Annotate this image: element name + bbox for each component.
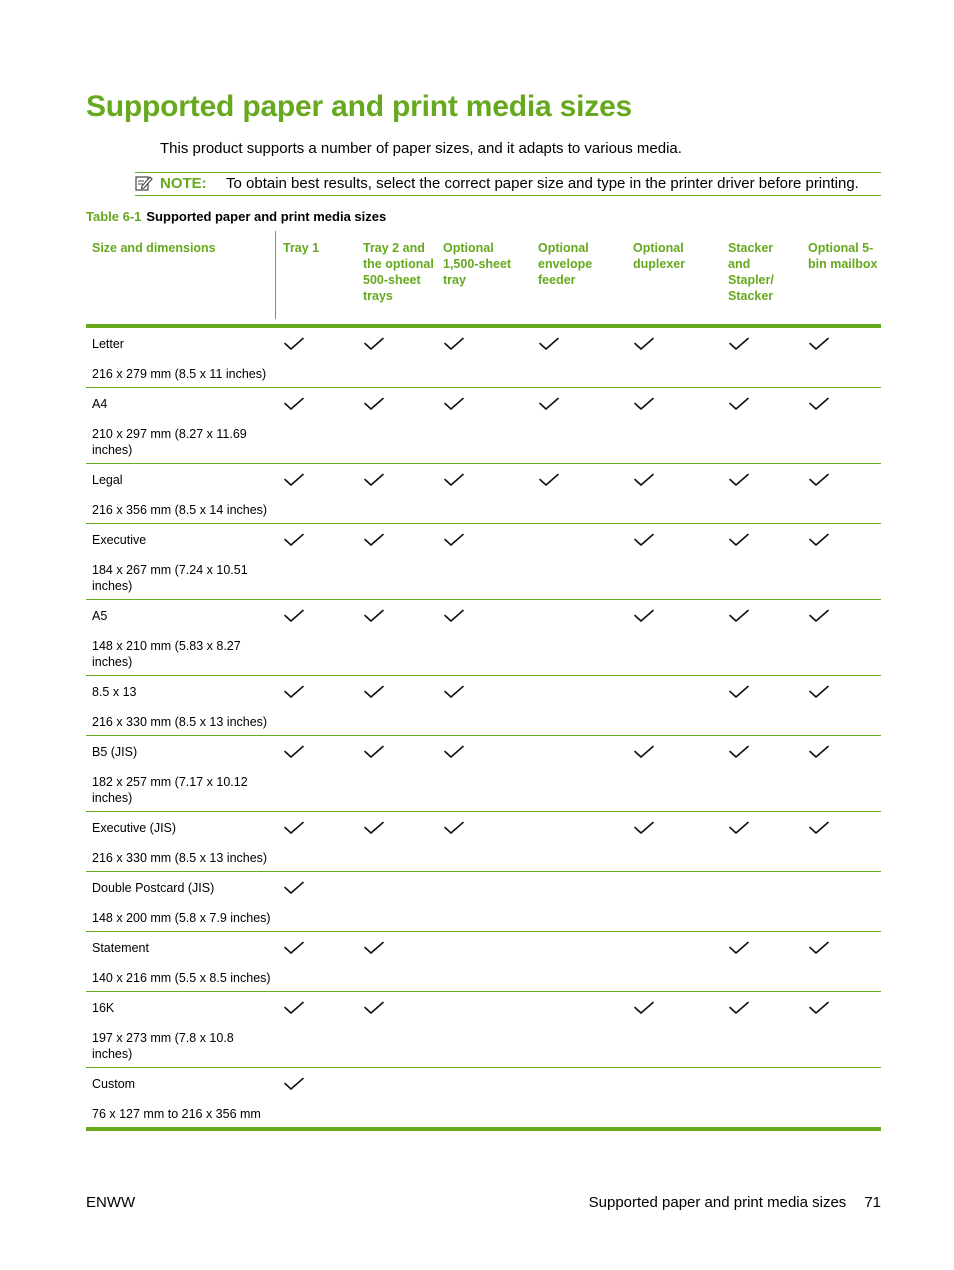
- checkmark-icon: [634, 397, 654, 411]
- checkmark-icon: [444, 821, 464, 835]
- checkmark-icon: [729, 1001, 749, 1015]
- table-row: [86, 872, 881, 932]
- checkmark-icon: [634, 745, 654, 759]
- checkmark-icon: [809, 609, 829, 623]
- paper-size-name: B5 (JIS): [92, 745, 138, 759]
- checkmark-icon: [729, 397, 749, 411]
- footer-title: Supported paper and print media sizes: [588, 1194, 847, 1211]
- checkmark-icon: [809, 337, 829, 351]
- checkmark-icon: [809, 685, 829, 699]
- checkmark-icon: [284, 1001, 304, 1015]
- checkmark-icon: [809, 533, 829, 547]
- checkmark-icon: [444, 533, 464, 547]
- checkmark-icon: [284, 881, 304, 895]
- paper-size-name: Executive (JIS): [92, 821, 177, 835]
- checkmark-icon: [809, 821, 829, 835]
- note-box: [135, 172, 881, 196]
- paper-size-dimensions: 197 x 273 mm (7.8 x 10.8 inches): [92, 1031, 234, 1061]
- table-row: [86, 464, 881, 524]
- table-header: [86, 231, 881, 328]
- checkmark-icon: [729, 533, 749, 547]
- column-header-envelope-feeder: Optional envelope feeder: [538, 241, 593, 287]
- table-row: [86, 1068, 881, 1131]
- paper-size-name: Executive: [92, 533, 147, 547]
- checkmark-icon: [364, 397, 384, 411]
- table-row: [86, 388, 881, 464]
- table-row: [86, 524, 881, 600]
- footer-left: ENWW: [86, 1194, 136, 1211]
- checkmark-icon: [634, 473, 654, 487]
- checkmark-icon: [634, 533, 654, 547]
- checkmark-icon: [284, 685, 304, 699]
- checkmark-icon: [284, 609, 304, 623]
- checkmark-icon: [729, 821, 749, 835]
- table-row: [86, 600, 881, 676]
- paper-size-name: Statement: [92, 941, 149, 955]
- checkmark-icon: [364, 473, 384, 487]
- checkmark-icon: [444, 745, 464, 759]
- note-label: NOTE:: [160, 175, 207, 192]
- checkmark-icon: [284, 821, 304, 835]
- table-row: [86, 676, 881, 736]
- table-row: [86, 992, 881, 1068]
- checkmark-icon: [729, 609, 749, 623]
- checkmark-icon: [444, 473, 464, 487]
- intro-text: This product supports a number of paper sizes, and it adapts to various media.: [160, 140, 682, 157]
- checkmark-icon: [284, 941, 304, 955]
- checkmark-icon: [809, 397, 829, 411]
- paper-size-dimensions: 76 x 127 mm to 216 x 356 mm: [92, 1107, 261, 1121]
- page-title: Supported paper and print media sizes: [86, 90, 633, 123]
- paper-size-name: 16K: [92, 1001, 115, 1015]
- paper-size-dimensions: 216 x 330 mm (8.5 x 13 inches): [92, 715, 268, 729]
- table-row: [86, 328, 881, 388]
- checkmark-icon: [809, 1001, 829, 1015]
- column-header-tray2: Tray 2 and the optional 500-sheet trays: [363, 241, 434, 303]
- paper-size-dimensions: 148 x 200 mm (5.8 x 7.9 inches): [92, 911, 271, 925]
- table-row: [86, 812, 881, 872]
- checkmark-icon: [539, 473, 559, 487]
- paper-size-dimensions: 216 x 279 mm (8.5 x 11 inches): [92, 367, 267, 381]
- footer-right: [589, 1194, 881, 1211]
- note-text: To obtain best results, select the correct paper size and type in the printer driver before printing.: [226, 175, 859, 192]
- paper-size-dimensions: 216 x 330 mm (8.5 x 13 inches): [92, 851, 268, 865]
- checkmark-icon: [634, 609, 654, 623]
- checkmark-icon: [634, 1001, 654, 1015]
- paper-size-dimensions: 184 x 267 mm (7.24 x 10.51 inches): [92, 563, 248, 593]
- checkmark-icon: [444, 685, 464, 699]
- checkmark-icon: [539, 337, 559, 351]
- paper-size-dimensions: 210 x 297 mm (8.27 x 11.69 inches): [92, 427, 247, 457]
- checkmark-icon: [284, 745, 304, 759]
- checkmark-icon: [809, 473, 829, 487]
- paper-size-name: 8.5 x 13: [92, 685, 137, 699]
- column-header-mailbox: Optional 5-bin mailbox: [808, 241, 878, 271]
- checkmark-icon: [284, 397, 304, 411]
- paper-size-name: Double Postcard (JIS): [92, 881, 215, 895]
- table-caption-title: Supported paper and print media sizes: [146, 209, 387, 224]
- checkmark-icon: [284, 533, 304, 547]
- paper-size-name: A5: [92, 609, 108, 623]
- checkmark-icon: [539, 397, 559, 411]
- paper-size-dimensions: 216 x 356 mm (8.5 x 14 inches): [92, 503, 268, 517]
- checkmark-icon: [634, 337, 654, 351]
- checkmark-icon: [809, 745, 829, 759]
- note-pencil-icon: [135, 175, 153, 191]
- table-caption: [86, 209, 386, 224]
- checkmark-icon: [729, 337, 749, 351]
- checkmark-icon: [364, 821, 384, 835]
- checkmark-icon: [444, 609, 464, 623]
- column-header-tray1: Tray 1: [283, 241, 320, 255]
- checkmark-icon: [634, 821, 654, 835]
- checkmark-icon: [284, 337, 304, 351]
- paper-size-name: A4: [92, 397, 108, 411]
- checkmark-icon: [364, 941, 384, 955]
- checkmark-icon: [729, 745, 749, 759]
- table-row: [86, 932, 881, 992]
- checkmark-icon: [364, 533, 384, 547]
- column-header-duplexer: Optional duplexer: [633, 241, 686, 271]
- checkmark-icon: [729, 473, 749, 487]
- paper-size-name: Custom: [92, 1077, 136, 1091]
- paper-size-dimensions: 140 x 216 mm (5.5 x 8.5 inches): [92, 971, 271, 985]
- column-header-1500-tray: Optional 1,500-sheet tray: [443, 241, 512, 287]
- table-caption-number: Table 6-1: [86, 209, 142, 224]
- paper-size-dimensions: 148 x 210 mm (5.83 x 8.27 inches): [92, 639, 241, 669]
- column-header-stacker: Stacker and Stapler/ Stacker: [728, 241, 774, 303]
- paper-size-name: Letter: [92, 337, 124, 351]
- checkmark-icon: [284, 473, 304, 487]
- checkmark-icon: [364, 609, 384, 623]
- checkmark-icon: [809, 941, 829, 955]
- paper-size-dimensions: 182 x 257 mm (7.17 x 10.12 inches): [92, 775, 248, 805]
- paper-size-name: Legal: [92, 473, 123, 487]
- page-number: 71: [864, 1194, 881, 1211]
- checkmark-icon: [444, 397, 464, 411]
- media-sizes-table: [86, 231, 881, 1131]
- checkmark-icon: [444, 337, 464, 351]
- table-body: [86, 328, 881, 1131]
- table-row: [86, 736, 881, 812]
- checkmark-icon: [364, 337, 384, 351]
- checkmark-icon: [729, 941, 749, 955]
- checkmark-icon: [364, 685, 384, 699]
- column-header-size: Size and dimensions: [86, 231, 276, 319]
- checkmark-icon: [284, 1077, 304, 1091]
- checkmark-icon: [364, 1001, 384, 1015]
- checkmark-icon: [364, 745, 384, 759]
- checkmark-icon: [729, 685, 749, 699]
